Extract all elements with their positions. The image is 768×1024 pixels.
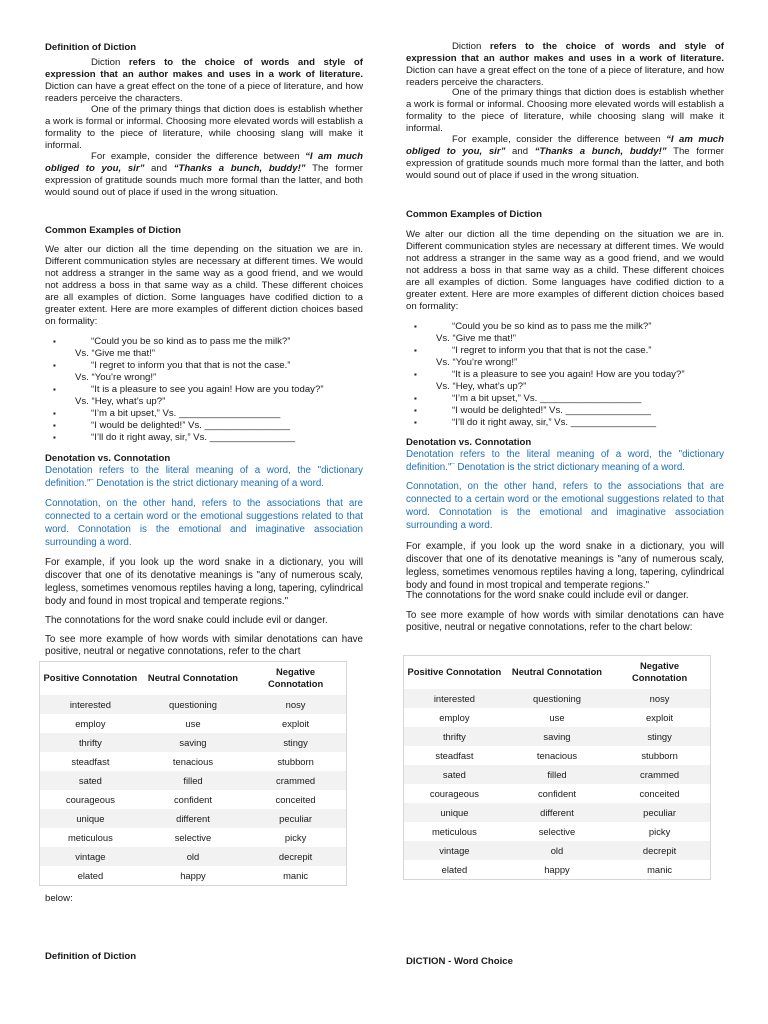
table-cell: meticulous bbox=[431, 825, 477, 837]
table-cell: different bbox=[505, 803, 609, 822]
choice-vs: Vs. “You’re wrong!” bbox=[75, 372, 157, 383]
example-quote-formal: “I am much obliged to you, sir” bbox=[406, 134, 725, 157]
table-cell: interested bbox=[40, 695, 141, 714]
snake-connotation-right: The connotations for the word snake could include evil or danger. bbox=[406, 590, 689, 601]
table-cell: courageous bbox=[429, 787, 479, 799]
example-prefix: For example, consider the difference between bbox=[91, 151, 300, 162]
table-cell: happy bbox=[544, 863, 570, 875]
table-header-row bbox=[40, 662, 347, 696]
table-cell: sated bbox=[404, 765, 505, 784]
table-cell: stingy bbox=[609, 727, 710, 746]
connotation-table-right bbox=[403, 655, 711, 880]
list-item bbox=[45, 420, 363, 432]
example-paragraph-right bbox=[406, 134, 724, 182]
example-rest: The former expression of gratitude sounds much more formal than the latter, and both would sound out of place if used in the wrong situation. bbox=[406, 146, 724, 181]
table-cell: saving bbox=[505, 727, 609, 746]
table-cell: thrifty bbox=[40, 733, 141, 752]
table-cell: use bbox=[185, 717, 201, 729]
table-cell: different bbox=[141, 809, 245, 828]
table-cell: vintage bbox=[404, 841, 505, 860]
table-cell: picky bbox=[648, 825, 671, 837]
table-cell: peculiar bbox=[245, 809, 346, 828]
connotation-paragraph-right: Connotation, on the other hand, refers to the associations that are connected to a certain word or the emotional suggestions related to that word. Connotation is the emotional and imaginative association surrounding a word. bbox=[406, 481, 724, 531]
table-row bbox=[404, 841, 711, 860]
common-examples-paragraph: We alter our diction all the time depending on the situation we are in. Different communication styles are necessary at different times. We would not address a stranger in the same way as a good friend, and we would not address a boss in that same way as a child. These different choices are all examples of diction. Some languages have codified diction to a greater extent. Here are more examples of different diction choices based on formality: bbox=[45, 244, 363, 327]
table-cell: interested bbox=[404, 689, 505, 708]
list-item bbox=[45, 432, 363, 444]
table-row bbox=[404, 860, 711, 880]
example-quote-informal: “Thanks a bunch, buddy!” bbox=[173, 163, 306, 174]
heading-denotation: Denotation vs. Connotation bbox=[45, 453, 171, 464]
table-header-row bbox=[404, 656, 711, 690]
table-cell: confident bbox=[173, 793, 213, 805]
table-cell: thrifty bbox=[404, 727, 505, 746]
table-cell: conceited bbox=[639, 787, 680, 799]
table-cell: happy bbox=[180, 869, 206, 881]
table-row bbox=[40, 866, 347, 886]
list-item bbox=[406, 405, 724, 417]
definition-lead-word: Diction bbox=[91, 57, 121, 68]
table-cell: confident bbox=[537, 787, 577, 799]
table-cell: old bbox=[505, 841, 609, 860]
bullet-icon: ▪ bbox=[414, 406, 417, 415]
table-row bbox=[40, 828, 347, 847]
choice-text: “I regret to inform you that that is not the case.” bbox=[91, 360, 291, 371]
table-cell: exploit bbox=[646, 711, 674, 723]
table-cell: decrepit bbox=[609, 841, 710, 860]
list-item bbox=[406, 321, 724, 345]
definition-paragraph-right bbox=[406, 41, 724, 89]
choice-text: “I’ll do it right away, sir,” Vs. ________________ bbox=[452, 417, 657, 428]
heading-denotation-right: Denotation vs. Connotation bbox=[406, 437, 532, 448]
table-cell: stubborn bbox=[641, 749, 678, 761]
footer-right: DICTION - Word Choice bbox=[406, 956, 513, 967]
table-cell: nosy bbox=[245, 695, 346, 714]
choice-vs: Vs. “Give me that!” bbox=[436, 333, 516, 344]
example-quote-informal: “Thanks a bunch, buddy!” bbox=[534, 146, 667, 157]
table-cell: old bbox=[141, 847, 245, 866]
table-cell: tenacious bbox=[172, 755, 214, 767]
diction-choices-list bbox=[45, 336, 363, 444]
table-cell: conceited bbox=[275, 793, 316, 805]
table-row bbox=[40, 771, 347, 790]
list-item bbox=[45, 336, 363, 360]
table-cell: saving bbox=[141, 733, 245, 752]
chart-intro-right: To see more example of how words with similar denotations can have positive, neutral or negative connotations, refer to the chart below: bbox=[406, 610, 724, 633]
example-rest: The former expression of gratitude sounds much more formal than the latter, and both would sound out of place if used in the wrong situation. bbox=[45, 163, 363, 198]
table-cell: manic bbox=[283, 869, 309, 881]
footer-left: Definition of Diction bbox=[45, 951, 137, 962]
choice-text: “I would be delighted!” Vs. ________________ bbox=[91, 420, 290, 431]
snake-paragraph-right: For example, if you look up the word snake in a dictionary, you will discover that one of its denotative meanings is "any of numerous scaly, legless, sometimes venomous reptiles having a long, tapering, cylindrical body and found in most tropical and temperate regions." bbox=[406, 541, 724, 591]
table-cell: picky bbox=[284, 831, 307, 843]
choice-text: “I’ll do it right away, sir,” Vs. ________________ bbox=[91, 432, 296, 443]
example-and: and bbox=[512, 146, 529, 157]
choice-vs: Vs. “Hey, what’s up?” bbox=[436, 381, 527, 392]
example-and: and bbox=[151, 163, 168, 174]
choice-text: “I regret to inform you that that is not the case.” bbox=[452, 345, 652, 356]
bullet-icon: ▪ bbox=[53, 385, 56, 394]
bullet-icon: ▪ bbox=[53, 421, 56, 430]
bullet-icon: ▪ bbox=[53, 361, 56, 370]
bullet-icon: ▪ bbox=[53, 409, 56, 418]
table-cell: exploit bbox=[282, 717, 310, 729]
table-cell: steadfast bbox=[71, 755, 110, 767]
bullet-icon: ▪ bbox=[414, 394, 417, 403]
formality-paragraph-right: One of the primary things that diction does is establish whether a work is formal or informal. Choosing more elevated words will establish a formality to the piece of literature, while choosing slang will make it informal. bbox=[406, 87, 724, 134]
definition-rest: Diction can have a great effect on the tone of a piece of literature, and how readers perceive the characters. bbox=[406, 65, 724, 88]
table-cell: manic bbox=[647, 863, 673, 875]
bullet-icon: ▪ bbox=[53, 337, 56, 346]
table-row bbox=[404, 822, 711, 841]
choice-text: “I’m a bit upset,” Vs. ___________________ bbox=[91, 408, 281, 419]
table-cell: employ bbox=[75, 717, 106, 729]
definition-paragraph bbox=[45, 57, 363, 105]
table-row bbox=[404, 765, 711, 784]
col-header-neutral: Neutral Connotation bbox=[147, 672, 239, 683]
bullet-icon: ▪ bbox=[414, 370, 417, 379]
choice-text: “I would be delighted!” Vs. ________________ bbox=[452, 405, 651, 416]
choice-text: “It is a pleasure to see you again! How are you today?” bbox=[452, 369, 685, 380]
definition-lead-word: Diction bbox=[452, 41, 482, 52]
bullet-icon: ▪ bbox=[53, 433, 56, 442]
table-row bbox=[40, 695, 347, 714]
connotation-paragraph: Connotation, on the other hand, refers to the associations that are connected to a certain word or the emotional suggestions related to that word. Connotation is the emotional and imaginative association surrounding a word. bbox=[45, 498, 363, 548]
table-cell: unique bbox=[40, 809, 141, 828]
col-header-negative: Negative Connotation bbox=[267, 666, 324, 689]
table-row bbox=[404, 784, 711, 803]
connotation-table bbox=[39, 661, 347, 886]
col-header-positive: Positive Connotation bbox=[43, 672, 138, 683]
heading-common-examples: Common Examples of Diction bbox=[45, 225, 181, 236]
heading-common-examples-right: Common Examples of Diction bbox=[406, 209, 542, 220]
snake-connotation: The connotations for the word snake could include evil or danger. bbox=[45, 615, 328, 626]
choice-text: “It is a pleasure to see you again! How are you today?” bbox=[91, 384, 324, 395]
table-row bbox=[404, 708, 711, 727]
table-cell: questioning bbox=[141, 695, 245, 714]
list-item bbox=[406, 417, 724, 429]
table-cell: courageous bbox=[65, 793, 115, 805]
snake-paragraph: For example, if you look up the word snake in a dictionary, you will discover that one of its denotative meanings is "any of numerous scaly, legless, sometimes venomous reptiles having a long, tapering, cylindrical body and found in most tropical and temperate regions." bbox=[45, 557, 363, 607]
choice-vs: Vs. “You’re wrong!” bbox=[436, 357, 518, 368]
choice-text: “Could you be so kind as to pass me the milk?” bbox=[452, 321, 652, 332]
table-row bbox=[40, 809, 347, 828]
common-examples-paragraph-right: We alter our diction all the time depending on the situation we are in. Different communication styles are necessary at different times. We would not address a stranger in the same way as a good friend, and we would not address a boss in that same way as a child. These different choices are all examples of diction. Some languages have codified diction to a greater extent. Here are more examples of different diction choices based on formality: bbox=[406, 229, 724, 312]
table-row bbox=[404, 727, 711, 746]
table-row bbox=[40, 714, 347, 733]
col-header-neutral: Neutral Connotation bbox=[511, 666, 603, 677]
choice-text: “I’m a bit upset,” Vs. ___________________ bbox=[452, 393, 642, 404]
table-cell: questioning bbox=[505, 689, 609, 708]
table-cell: employ bbox=[439, 711, 470, 723]
denotation-paragraph-right: Denotation refers to the literal meaning of a word, the "dictionary definition."¨ Denotation is the strict dictionary meaning of a word. bbox=[406, 449, 724, 473]
table-body-left bbox=[40, 695, 347, 886]
table-cell: sated bbox=[40, 771, 141, 790]
table-cell: stingy bbox=[245, 733, 346, 752]
heading-definition: Definition of Diction bbox=[45, 42, 137, 53]
definition-rest: Diction can have a great effect on the tone of a piece of literature, and how readers perceive the characters. bbox=[45, 81, 363, 104]
bullet-icon: ▪ bbox=[414, 322, 417, 331]
below-text: below: bbox=[45, 893, 73, 904]
example-paragraph bbox=[45, 151, 363, 199]
table-row bbox=[404, 689, 711, 708]
table-cell: vintage bbox=[40, 847, 141, 866]
list-item bbox=[406, 369, 724, 393]
definition-bold-text: refers to the choice of words and style of expression that an author makes and uses in a work of literature. bbox=[406, 41, 724, 64]
table-cell: filled bbox=[141, 771, 245, 790]
bullet-icon: ▪ bbox=[414, 346, 417, 355]
table-row bbox=[40, 790, 347, 809]
table-cell: stubborn bbox=[277, 755, 314, 767]
table-cell: selective bbox=[174, 831, 212, 843]
choice-vs: Vs. “Hey, what’s up?” bbox=[75, 396, 166, 407]
list-item bbox=[45, 384, 363, 408]
table-row bbox=[404, 746, 711, 765]
example-prefix: For example, consider the difference between bbox=[452, 134, 661, 145]
definition-bold-text: refers to the choice of words and style of expression that an author makes and uses in a work of literature. bbox=[45, 57, 363, 80]
table-cell: steadfast bbox=[435, 749, 474, 761]
example-quote-formal: “I am much obliged to you, sir” bbox=[45, 151, 364, 174]
table-cell: crammed bbox=[245, 771, 346, 790]
table-cell: tenacious bbox=[536, 749, 578, 761]
col-header-positive: Positive Connotation bbox=[407, 666, 502, 677]
table-cell: elated bbox=[441, 863, 468, 875]
choice-text: “Could you be so kind as to pass me the milk?” bbox=[91, 336, 291, 347]
table-row bbox=[40, 847, 347, 866]
table-cell: elated bbox=[77, 869, 104, 881]
list-item bbox=[406, 345, 724, 369]
diction-choices-list-right bbox=[406, 321, 724, 429]
table-cell: filled bbox=[505, 765, 609, 784]
table-cell: unique bbox=[404, 803, 505, 822]
table-body-right bbox=[404, 689, 711, 880]
table-cell: peculiar bbox=[609, 803, 710, 822]
col-header-negative: Negative Connotation bbox=[631, 660, 688, 683]
table-cell: crammed bbox=[609, 765, 710, 784]
list-item bbox=[45, 360, 363, 384]
table-row bbox=[404, 803, 711, 822]
table-cell: selective bbox=[538, 825, 576, 837]
list-item bbox=[45, 408, 363, 420]
table-cell: decrepit bbox=[245, 847, 346, 866]
formality-paragraph: One of the primary things that diction does is establish whether a work is formal or informal. Choosing more elevated words will establish a formality to the piece of literature, while choosing slang will make it informal. bbox=[45, 104, 363, 151]
table-cell: meticulous bbox=[67, 831, 113, 843]
table-row bbox=[40, 733, 347, 752]
table-cell: use bbox=[549, 711, 565, 723]
table-row bbox=[40, 752, 347, 771]
chart-intro: To see more example of how words with similar denotations can have positive, neutral or negative connotations, refer to the chart bbox=[45, 634, 363, 657]
choice-vs: Vs. “Give me that!” bbox=[75, 348, 155, 359]
list-item bbox=[406, 393, 724, 405]
denotation-paragraph: Denotation refers to the literal meaning of a word, the "dictionary definition."¨ Denotation is the strict dictionary meaning of a word. bbox=[45, 465, 363, 489]
bullet-icon: ▪ bbox=[414, 418, 417, 427]
table-cell: nosy bbox=[609, 689, 710, 708]
